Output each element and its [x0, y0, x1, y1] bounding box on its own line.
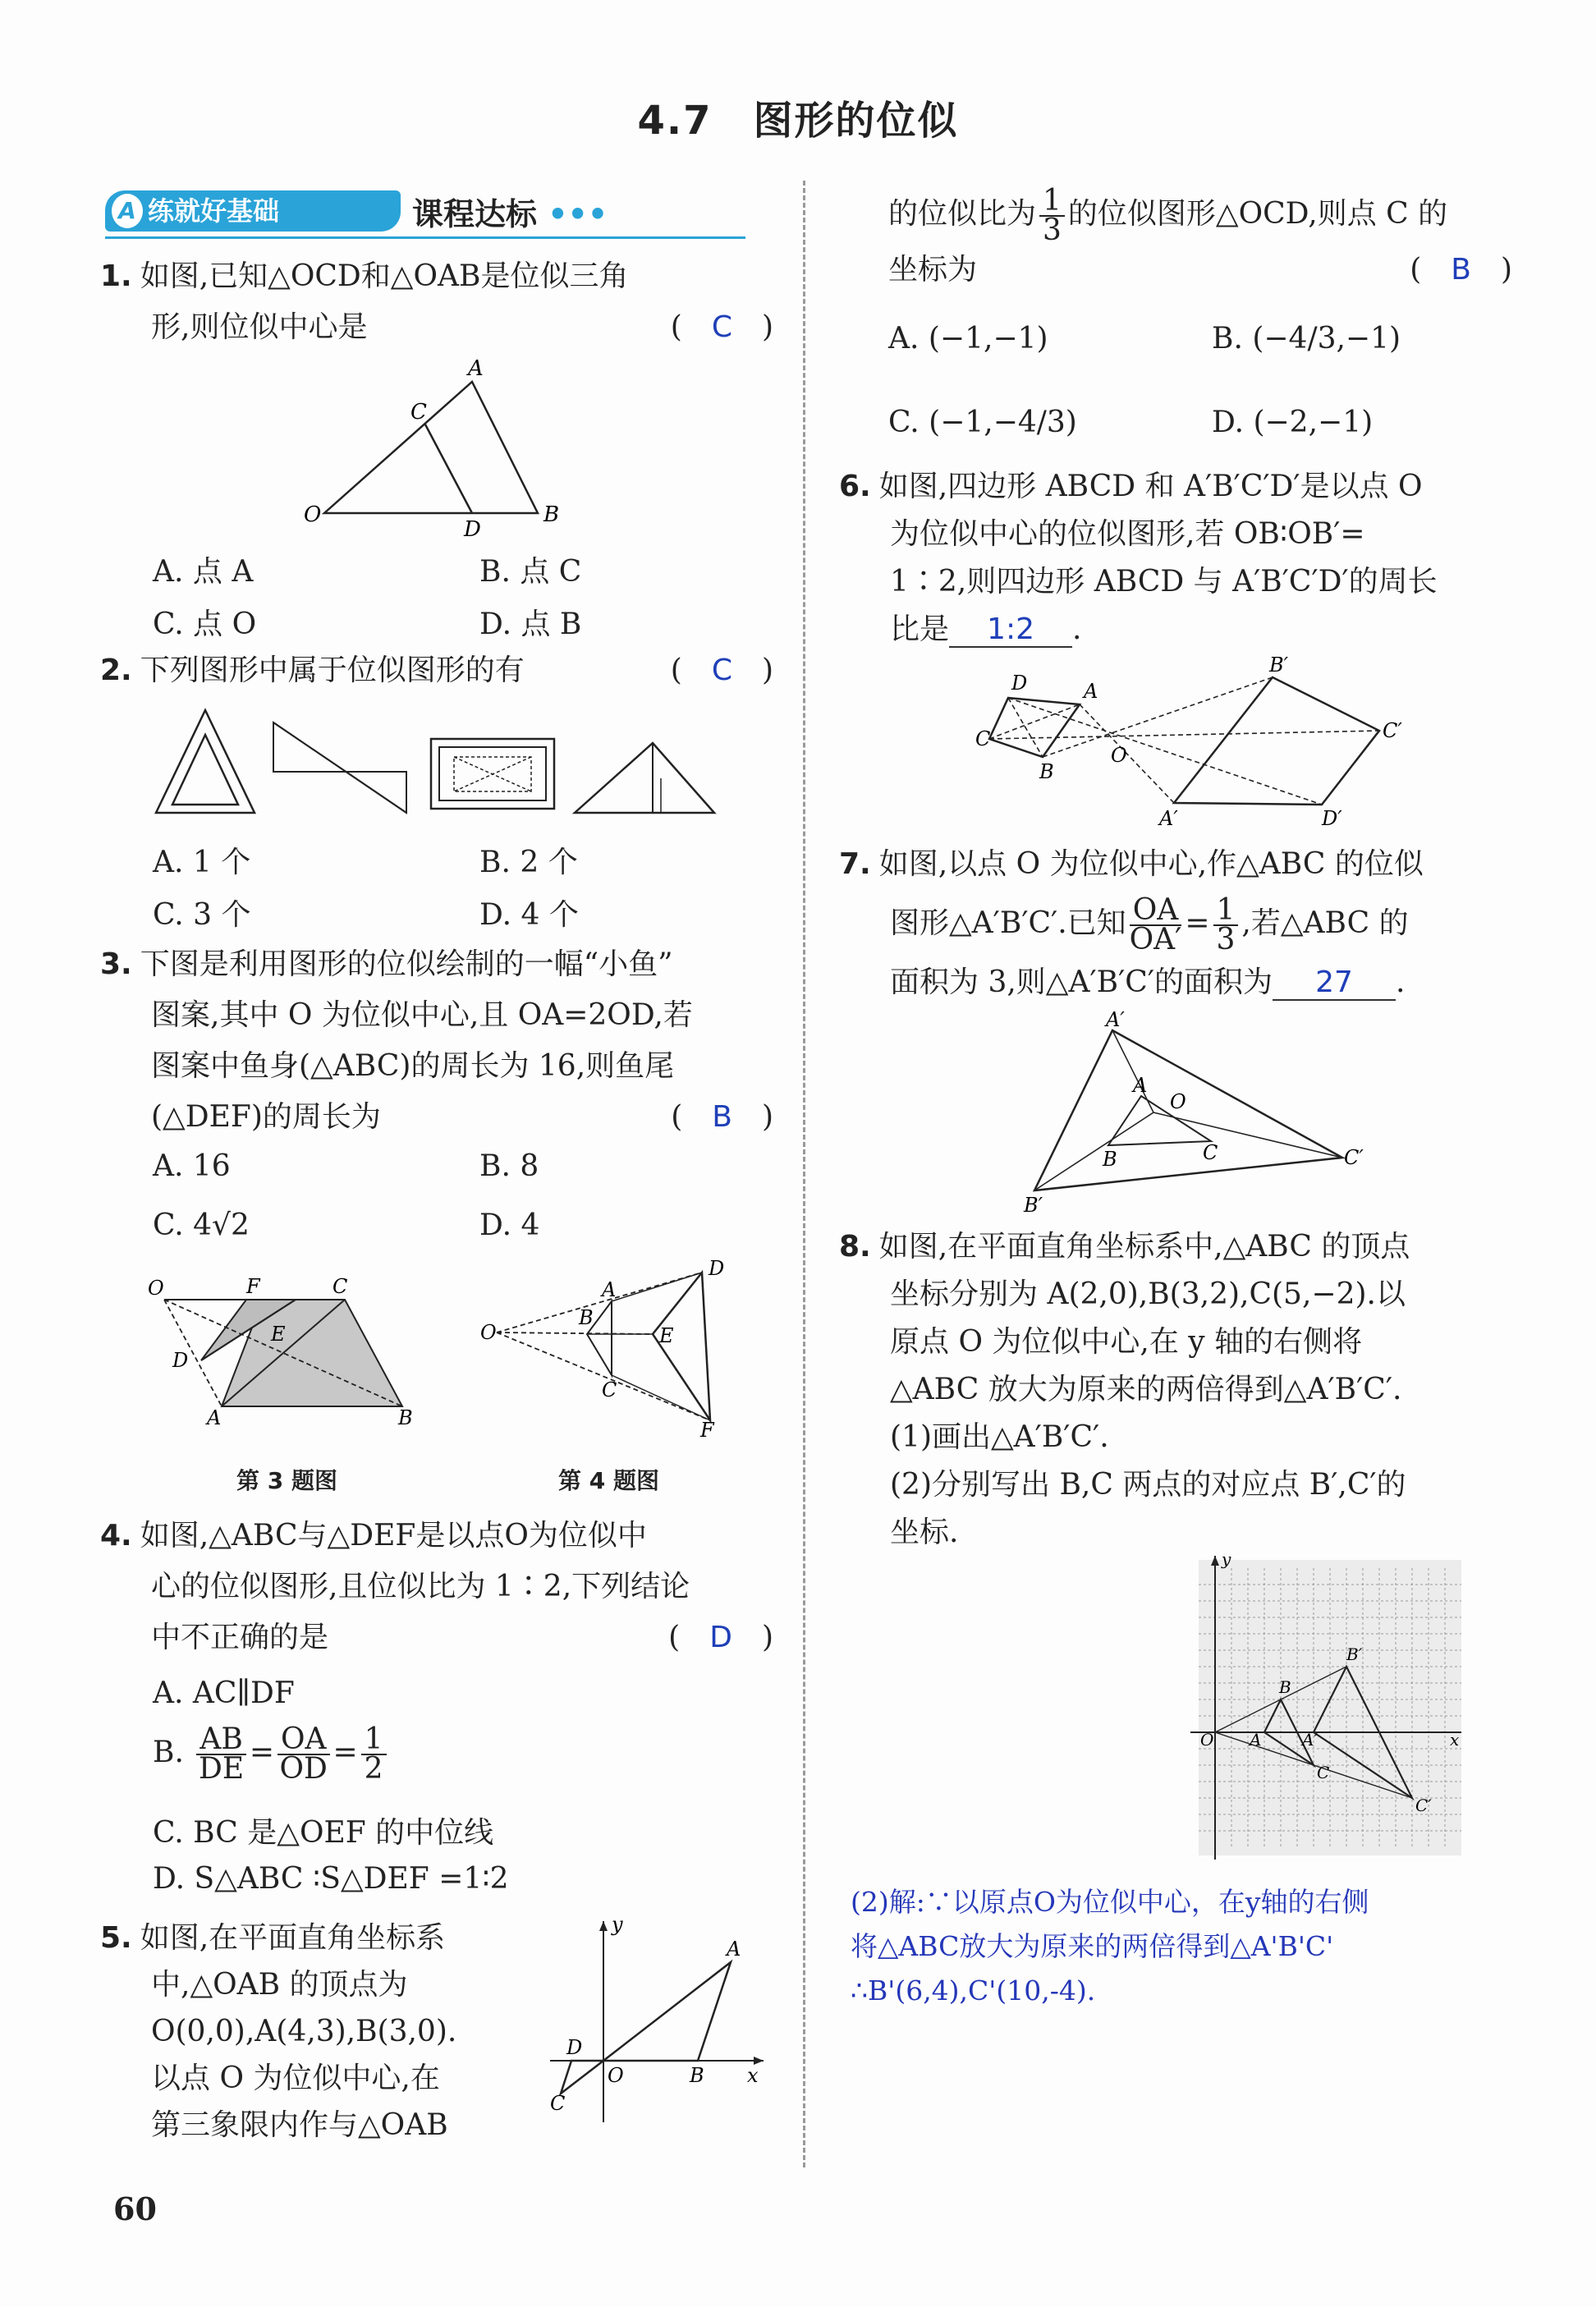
q4-label-b: B	[579, 1306, 594, 1329]
q6-label-a: A	[1084, 680, 1098, 703]
q3-label-b: B	[398, 1406, 413, 1429]
q4-label-o: O	[480, 1321, 497, 1344]
page-number: 60	[113, 2190, 157, 2227]
q3-label-f: F	[246, 1275, 260, 1298]
fraction: $\frac{AB}{DE}$	[196, 1726, 245, 1783]
question-2	[100, 645, 773, 696]
q8-label-c: C	[1317, 1763, 1330, 1782]
q8-label-o: O	[1200, 1730, 1214, 1750]
q1-option-a[interactable]: A. 点 A	[153, 555, 254, 589]
question-number: 1.	[100, 259, 132, 293]
q8-label-x: x	[1450, 1730, 1460, 1750]
q3-option-a[interactable]: A. 16	[153, 1149, 231, 1183]
question-text: 坐标分别为 A(2,0),B(3,2),C(5,−2).以	[890, 1277, 1406, 1311]
question-text: 1∶2,则四边形 ABCD 与 A′B′C′D′的周长	[890, 565, 1438, 599]
q5-label-y: y	[612, 1913, 623, 1936]
solution-line: (2)解:∵以原点O为位似中心，在y轴的右侧	[851, 1886, 1369, 1918]
q1-label-a: A	[468, 356, 484, 381]
q1-label-c: C	[410, 400, 427, 424]
question-number: 8.	[839, 1230, 871, 1264]
question-text: 比是	[890, 612, 950, 646]
q4-label-f: F	[700, 1419, 714, 1442]
q4-label-c: C	[602, 1378, 617, 1401]
question-text: 以点 O 为位似中心,在	[151, 2062, 440, 2095]
q5-option-b[interactable]: B. (−4/3,−1)	[1212, 322, 1401, 355]
q3-label-d: D	[172, 1349, 189, 1372]
section-badge	[105, 190, 401, 232]
q6-label-o: O	[1111, 744, 1127, 767]
question-text: 图案,其中 O 为位似中心,且 OA=2OD,若	[151, 998, 693, 1032]
answer-paren: ( C )	[670, 310, 773, 344]
answer-blank[interactable]: 27	[1273, 966, 1396, 1001]
q3-option-d[interactable]: D. 4	[479, 1209, 540, 1242]
q1-label-o: O	[304, 502, 322, 527]
question-text: 图案中鱼身(△ABC)的周长为 16,则鱼尾	[151, 1049, 675, 1083]
question-text: 原点 O 为位似中心,在 y 轴的右侧将	[890, 1325, 1363, 1359]
question-8	[839, 1223, 1512, 1557]
section-badge-label: 练就好基础	[148, 195, 280, 227]
question-number: 4.	[100, 1519, 132, 1553]
solution-line: 将△ABC放大为原来的两倍得到△A'B'C'	[851, 1930, 1334, 1962]
q4-label-a: A	[602, 1278, 617, 1301]
q3-option-b[interactable]: B. 8	[479, 1149, 539, 1183]
question-text: 如图,以点 O 为位似中心,作△ABC 的位似	[878, 847, 1424, 881]
column-divider	[803, 181, 805, 2167]
q7-label-c-prime: C′	[1344, 1146, 1364, 1169]
q5-label-c: C	[550, 2092, 566, 2115]
question-number: 5.	[100, 1921, 132, 1955]
fraction: $\frac{OA}{OD}$	[277, 1726, 330, 1783]
answer: C	[711, 310, 732, 344]
fraction: $\frac{1}{2}$	[361, 1726, 387, 1783]
q5-label-a: A	[727, 1938, 741, 1961]
q5-option-c[interactable]: C. (−1,−4/3)	[888, 406, 1077, 439]
q6-label-d: D	[1011, 672, 1028, 695]
question-text: 坐标.	[890, 1516, 959, 1549]
q4-option-b[interactable]: B. $\frac{AB}{DE}$ = $\frac{OA}{OD}$ = $\frac{1}{2}$	[153, 1726, 390, 1783]
figure-caption-3: 第 3 题图	[236, 1467, 337, 1494]
q4-label-d: D	[709, 1257, 725, 1280]
solution-line: ∴B'(6,4),C'(10,-4).	[851, 1974, 1096, 2007]
question-text: 如图,在平面直角坐标系	[140, 1921, 446, 1955]
question-text: O(0,0),A(4,3),B(3,0).	[151, 2015, 457, 2048]
q8-label-a-prime: A′	[1302, 1730, 1318, 1750]
section-title: 课程达标 •••	[412, 196, 608, 232]
q7-figure	[1006, 1008, 1383, 1217]
q7-label-o: O	[1170, 1090, 1186, 1113]
section-tag: A	[112, 194, 143, 228]
question-5	[100, 1915, 527, 2149]
question-text: 第三象限内作与△OAB	[151, 2108, 448, 2142]
question-text: 为位似中心的位似图形,若 OB∶OB′=	[890, 517, 1365, 551]
q2-figures	[152, 706, 718, 821]
q3-figure	[148, 1268, 427, 1433]
q2-option-d[interactable]: D. 4 个	[479, 898, 579, 932]
q1-option-b[interactable]: B. 点 C	[479, 555, 582, 589]
q4-figure	[480, 1257, 727, 1442]
answer: C	[711, 654, 732, 687]
q3-option-c[interactable]: C. 4√2	[153, 1209, 250, 1242]
answer-paren: ( D )	[668, 1621, 773, 1654]
section-header	[105, 186, 745, 240]
q6-figure	[975, 654, 1420, 833]
answer-paren: ( B )	[671, 1100, 773, 1134]
question-4	[100, 1511, 773, 1663]
q6-label-b: B	[1039, 760, 1054, 783]
question-text: 形,则位似中心是	[151, 310, 368, 344]
q8-label-b-prime: B′	[1346, 1644, 1363, 1664]
question-text: 下列图形中属于位似图形的有	[140, 654, 525, 687]
question-number: 6.	[839, 470, 871, 503]
question-number: 2.	[100, 654, 132, 687]
q3-label-o: O	[148, 1277, 164, 1300]
q2-option-a[interactable]: A. 1 个	[153, 846, 251, 879]
question-text: (2)分别写出 B,C 两点的对应点 B′,C′的	[890, 1468, 1406, 1502]
q5-label-o: O	[608, 2064, 624, 2087]
q2-option-b[interactable]: B. 2 个	[479, 846, 578, 879]
question-text: (1)画出△A′B′C′.	[890, 1420, 1109, 1454]
question-6: 6. 如图,四边形 ABCD 和 A′B′C′D′是以点 O 为位似中心的位似图形,若 OB∶OB′= 1∶2,则四边形 ABCD 与 A′B′C′D′的周长 比是 1:2 .	[839, 470, 1438, 646]
q3-label-a: A	[207, 1406, 222, 1429]
q5-label-b: B	[690, 2064, 704, 2087]
q7-label-a: A	[1133, 1074, 1148, 1097]
answer: B	[1451, 253, 1471, 287]
q8-grid-figure	[1182, 1549, 1470, 1864]
solution-answer	[851, 1880, 1507, 2013]
q1-option-c[interactable]: C. 点 O	[153, 608, 257, 641]
question-5-continued: 的位似比为 $\frac{1}{3}$ 的位似图形△OCD,则点 C 的 坐标为 ( B )	[888, 187, 1512, 296]
q2-option-c[interactable]: C. 3 个	[153, 898, 251, 932]
answer-blank[interactable]: 1:2	[949, 613, 1072, 648]
page-title: 4.7 图形的位似	[637, 98, 959, 144]
q1-option-d[interactable]: D. 点 B	[479, 608, 582, 641]
question-text: 中不正确的是	[151, 1621, 329, 1654]
q3-label-e: E	[271, 1323, 286, 1346]
q4-option-c[interactable]: C. BC 是△OEF 的中位线	[153, 1816, 494, 1850]
question-number: 3.	[100, 947, 132, 981]
fraction: $\frac{1}{3}$	[1213, 897, 1239, 954]
question-text: 下图是利用图形的位似绘制的一幅“小鱼”	[140, 947, 673, 981]
q4-option-d[interactable]: D. S△ABC ∶S△DEF =1∶2	[153, 1862, 509, 1896]
section-underline	[105, 236, 745, 239]
q6-label-a-prime: A′	[1159, 807, 1178, 830]
question-text: 如图,已知△OCD和△OAB是位似三角	[140, 259, 629, 293]
q5-label-x: x	[747, 2064, 759, 2087]
answer-paren: ( C )	[670, 654, 773, 687]
fraction: $\frac{1}{3}$	[1039, 187, 1065, 245]
question-text: 如图,△ABC与△DEF是以点O为位似中	[140, 1519, 647, 1553]
question-7: 7. 如图,以点 O 为位似中心,作△ABC 的位似 图形△A′B′C′.已知 $\frac{OA}{OA'}$ = $\frac{1}{3}$ ,若△ABC 的 面积为 3,则△A′B′C′的面积为 27 .	[839, 847, 1424, 999]
q1-label-d: D	[464, 517, 481, 542]
q6-label-b-prime: B′	[1269, 654, 1289, 677]
question-text: △ABC 放大为原来的两倍得到△A′B′C′.	[890, 1373, 1402, 1406]
question-text: 坐标为	[888, 253, 978, 287]
q5-label-d: D	[566, 2036, 583, 2059]
question-text: 如图,在平面直角坐标系中,△ABC 的顶点	[878, 1230, 1410, 1264]
q1-label-b: B	[543, 502, 560, 527]
question-1	[100, 251, 773, 353]
answer: B	[712, 1100, 732, 1134]
q8-label-b: B	[1279, 1677, 1291, 1697]
q6-label-c-prime: C′	[1383, 719, 1402, 742]
question-text: 如图,四边形 ABCD 和 A′B′C′D′是以点 O	[878, 470, 1423, 503]
question-text: (△DEF)的周长为	[151, 1100, 381, 1134]
figure-caption-4: 第 4 题图	[558, 1467, 659, 1494]
q7-label-a-prime: A′	[1106, 1008, 1125, 1031]
question-text: 心的位似图形,且位似比为 1∶2,下列结论	[151, 1570, 690, 1603]
q7-label-c: C	[1203, 1141, 1218, 1164]
fraction: $\frac{OA}{OA'}$	[1129, 893, 1182, 956]
q5-option-d[interactable]: D. (−2,−1)	[1212, 406, 1374, 439]
q8-label-c-prime: C′	[1415, 1796, 1432, 1815]
q4-label-e: E	[659, 1324, 674, 1347]
question-text: 中,△OAB 的顶点为	[151, 1968, 408, 2002]
q5-figure	[542, 1913, 772, 2130]
q1-figure	[296, 356, 560, 542]
question-text: 面积为 3,则△A′B′C′的面积为	[890, 965, 1273, 999]
question-number: 7.	[839, 847, 871, 881]
q6-label-c: C	[975, 727, 991, 750]
q7-label-b: B	[1103, 1148, 1117, 1171]
q5-option-a[interactable]: A. (−1,−1)	[888, 322, 1048, 355]
q4-option-a[interactable]: A. AC∥DF	[153, 1676, 295, 1710]
answer: D	[709, 1621, 732, 1654]
q8-label-a: A	[1250, 1730, 1262, 1750]
q7-label-b-prime: B′	[1024, 1194, 1043, 1217]
q6-label-d-prime: D′	[1322, 807, 1342, 830]
question-3	[100, 939, 773, 1143]
q3-label-c: C	[332, 1275, 348, 1298]
q8-label-y: y	[1222, 1549, 1231, 1569]
answer-paren: ( B )	[1410, 253, 1512, 287]
